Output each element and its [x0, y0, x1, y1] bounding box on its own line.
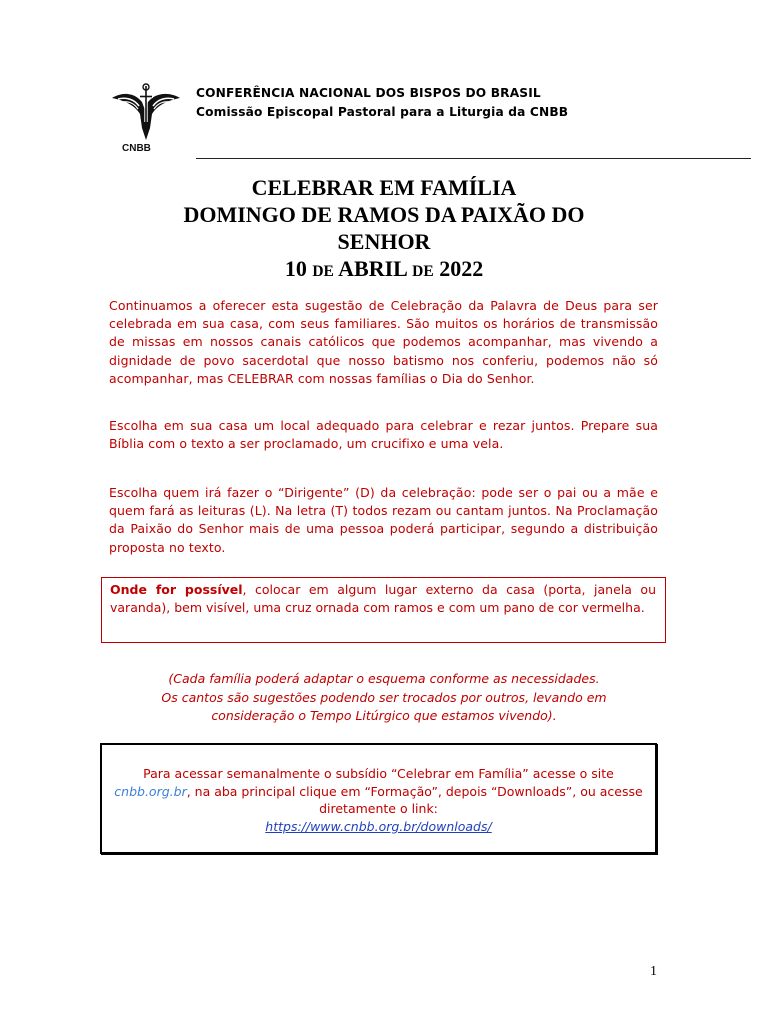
document-title	[100, 174, 668, 285]
notice-bold-lead: Onde for possível	[110, 582, 243, 597]
cnbb-logo	[108, 82, 184, 160]
title-line-2: DOMINGO DE RAMOS DA PAIXÃO DO	[183, 202, 585, 227]
adaptation-note	[100, 670, 668, 726]
note-line-2: Os cantos são sugestões podendo ser trocados por outros, levando em	[161, 689, 607, 705]
note-line-3: consideração o Tempo Litúrgico que estamos vivendo).	[211, 708, 557, 723]
downloads-link[interactable]: https://www.cnbb.org.br/downloads/	[265, 818, 492, 834]
logo-label: CNBB	[122, 143, 151, 154]
access-text-after: , na aba principal clique em “Formação”, depois “Downloads”, ou acesse diretamente o link:	[186, 783, 643, 816]
note-line-1: (Cada família poderá adaptar o esquema conforme as necessidades.	[168, 671, 600, 686]
date-year: 2022	[439, 256, 484, 281]
date-month: ABRIL	[338, 256, 407, 281]
header-divider	[196, 158, 751, 159]
title-date	[100, 255, 668, 285]
date-de-1: DE	[312, 263, 334, 280]
commission-name: Comissão Episcopal Pastoral para a Liturgia da CNBB	[196, 105, 569, 119]
roles-paragraph: Escolha quem irá fazer o “Dirigente” (D) da celebração: pode ser o pai ou a mãe e quem fará as leituras (L). Na letra (T) todos rezam ou cantam juntos. Na Proclamação da Paixão do Senhor mais de uma pessoa poderá participar, segundo a distribuição proposta no texto.	[109, 485, 658, 555]
notice-text: , colocar em algum lugar externo da casa (porta, janela ou varanda), bem visível, uma cruz ornada com ramos e com um pano de cor vermelha.	[110, 582, 656, 616]
dove-cross-icon	[108, 82, 184, 144]
date-de-2: DE	[412, 263, 434, 280]
title-line-1: CELEBRAR EM FAMÍLIA	[251, 175, 517, 200]
organization-header	[196, 84, 568, 122]
notice-box	[101, 577, 666, 643]
site-link[interactable]: cnbb.org.br	[114, 783, 187, 799]
organization-name: CONFERÊNCIA NACIONAL DOS BISPOS DO BRASIL	[196, 86, 541, 100]
access-text-before: Para acessar semanalmente o subsídio “Celebrar em Família” acesse o site	[143, 766, 614, 781]
title-line-3: SENHOR	[337, 229, 431, 254]
page-number: 1	[650, 964, 657, 979]
preparation-paragraph: Escolha em sua casa um local adequado para celebrar e rezar juntos. Prepare sua Bíblia com o texto a ser proclamado, um crucifixo e uma vela.	[109, 418, 658, 452]
access-info-text	[102, 765, 655, 835]
access-info-box	[100, 743, 657, 854]
intro-paragraph: Continuamos a oferecer esta sugestão de Celebração da Palavra de Deus para ser celebrada em sua casa, com seus familiares. São muitos os horários de transmissão de missas em nossos canais católicos que podemos acompanhar, mas vivendo a dignidade de povo sacerdotal que nosso batismo nos conferiu, podemos não só acompanhar, mas CELEBRAR com nossas famílias o Dia do Senhor.	[109, 298, 658, 386]
date-day: 10	[284, 256, 307, 281]
